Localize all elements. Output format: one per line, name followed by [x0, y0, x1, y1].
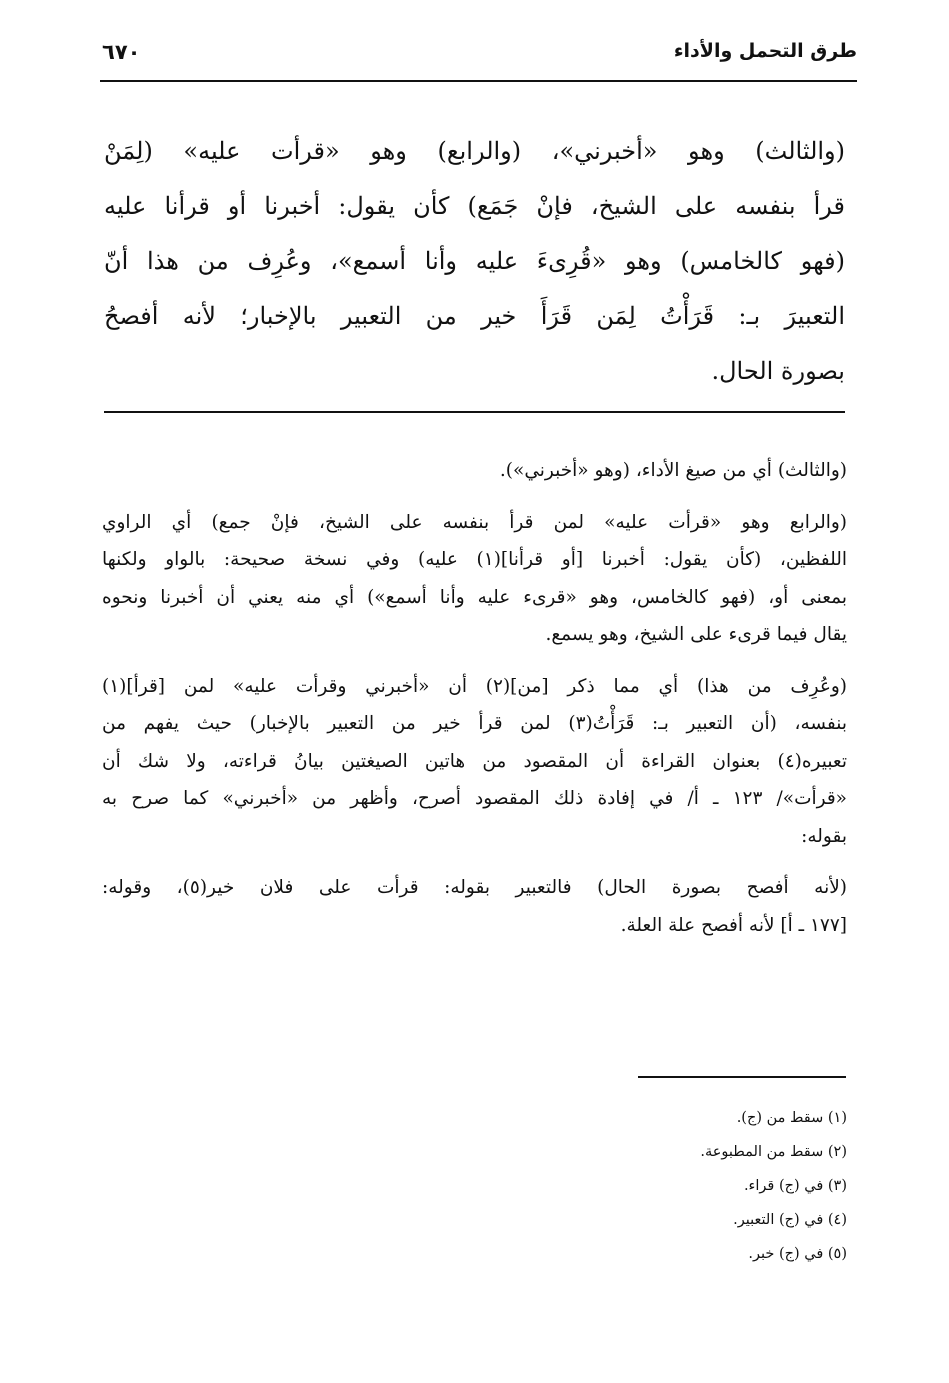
commentary-paragraph [102, 504, 847, 654]
commentary-block [102, 452, 847, 958]
running-header-title: طرق التحمل والأداء [673, 40, 857, 62]
commentary-line: بمعنى أو، (فهو كالخامس، وهو «قرىء عليه وأنا أسمع») أي منه يعني أن أخبرنا ونحوه [102, 586, 847, 608]
footnote: (٤) في (ج) التعبير. [733, 1212, 847, 1228]
main-text-line: بصورة الحال. [711, 357, 845, 385]
main-text-block [104, 124, 845, 399]
header-divider [100, 80, 857, 82]
commentary-line: تعبيره(٤) بعنوان القراءة أن المقصود من هاتين الصيغتين بيانُ قراءته، ولا شك أن [102, 750, 847, 772]
main-text-line: (والثالث) وهو «أخبرني»، (والرابع) وهو «قرأت عليه» (لِمَنْ [104, 137, 845, 165]
section-divider [104, 411, 845, 413]
commentary-line: (والرابع وهو «قرأت عليه» لمن قرأ بنفسه على الشيخ، فإنْ جمع) أي الراوي [102, 511, 847, 533]
commentary-line: اللفظين، (كأن يقول: أخبرنا [أو قرأنا](١) عليه) وفي نسخة صحيحة: بالواو ولكنها [102, 549, 847, 570]
main-text-line: التعبيرَ بـ: قَرَأْتُ لِمَن قَرَأَ خير من التعبير بالإخبار؛ لأنه أفصحُ [104, 302, 845, 330]
footnotes [547, 1101, 847, 1271]
commentary-line: بقوله: [801, 825, 847, 847]
commentary-line: [١٧٧ ـ أ] لأنه أفصح علة العلة. [620, 914, 847, 936]
commentary-line: (والثالث) أي من صيغ الأداء، (وهو «أخبرني»). [499, 460, 847, 481]
commentary-paragraph [102, 869, 847, 944]
commentary-line: يقال فيما قرىء على الشيخ، وهو يسمع. [545, 624, 847, 645]
footnote-divider [638, 1076, 846, 1078]
commentary-paragraph [102, 668, 847, 856]
commentary-line: (لأنه أفصح بصورة الحال) فالتعبير بقوله: قرأت على فلان خير(٥)، وقوله: [102, 877, 847, 898]
commentary-line: (وعُرِف من هذا) أي مما ذكر [من](٢) أن «أخبرني وقرأت عليه» لمن [قرأ](١) [102, 675, 848, 697]
commentary-paragraph [102, 452, 847, 490]
footnote: (١) سقط من (ج). [736, 1110, 847, 1126]
page-number: ٦٧٠ [102, 40, 141, 64]
main-text-line: قرأ بنفسه على الشيخ، فإنْ جَمَع) كأن يقول: أخبرنا أو قرأنا عليه [104, 192, 845, 220]
main-text-line: (فهو كالخامس) وهو «قُرِىءَ عليه وأنا أسمع»، وعُرِف من هذا أنّ [104, 247, 845, 275]
footnote: (٣) في (ج) قراء. [743, 1178, 847, 1194]
commentary-line: «قرأت»/ ١٢٣ ـ أ/ في إفادة ذلك المقصود أصرح، وأظهر من «أخبرني» كما صرح به [102, 788, 847, 809]
footnote: (٥) في (ج) خبر. [748, 1246, 847, 1262]
footnote: (٢) سقط من المطبوعة. [700, 1144, 847, 1160]
commentary-line: بنفسه، (أن التعبير بـ: قَرَأْتُ(٣) لمن قرأ خير من التعبير بالإخبار) حيث يفهم من [102, 713, 848, 734]
